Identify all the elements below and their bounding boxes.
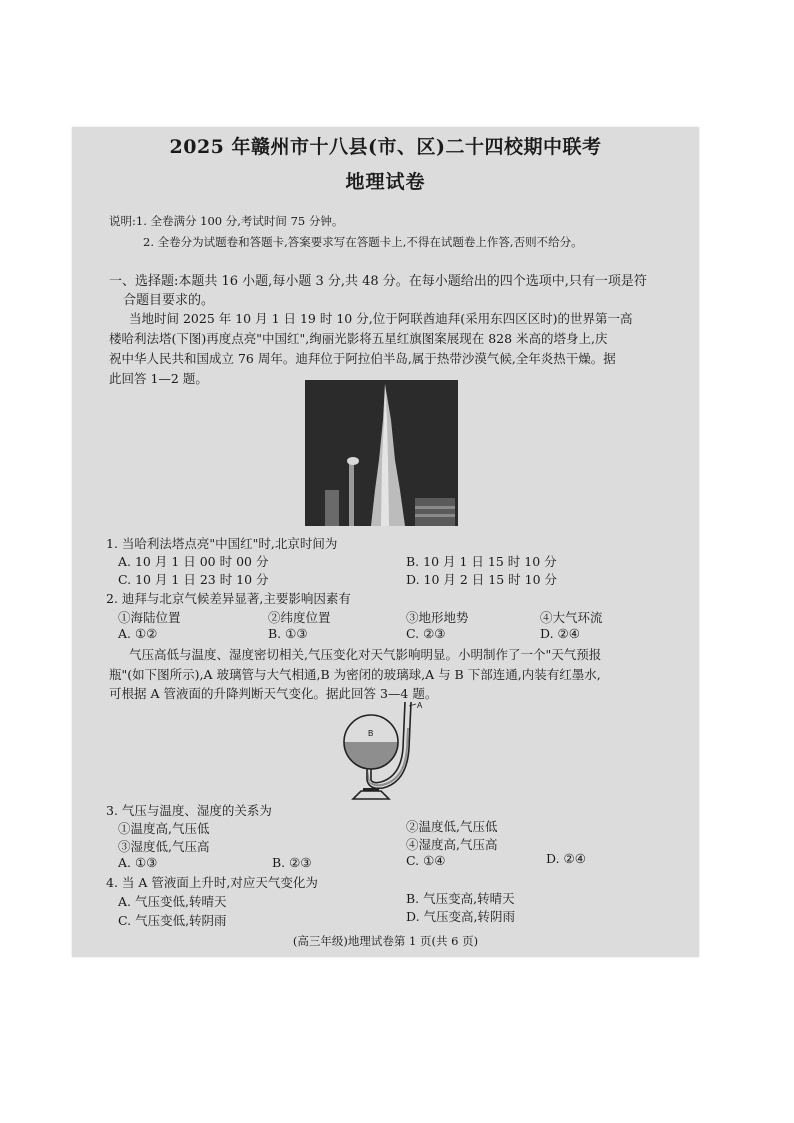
question-3-option-a: A. ①③ <box>118 855 158 870</box>
question-4-stem: 4. 当 A 管液面上升时,对应天气变化为 <box>106 875 318 890</box>
label-a: A <box>417 701 423 710</box>
question-2-option-c: C. ②③ <box>406 626 446 641</box>
label-b: B <box>368 729 374 738</box>
question-2-factor-2: ②纬度位置 <box>268 610 331 625</box>
question-3-option-b: B. ②③ <box>272 855 312 870</box>
question-4-option-b: B. 气压变高,转晴天 <box>406 891 515 906</box>
exam-title: 2025 年赣州市十八县(市、区)二十四校期中联考 <box>169 136 602 158</box>
passage1-line: 当地时间 2025 年 10 月 1 日 19 时 10 分,位于阿联酋迪拜(采用东四区区时)的世界第一高 <box>129 311 633 326</box>
question-1-option-b: B. 10 月 1 日 15 时 10 分 <box>406 554 557 569</box>
passage1-line: 楼哈利法塔(下图)再度点亮"中国红",绚丽光影将五星红旗图案展现在 828 米高的塔身上,庆 <box>109 331 608 346</box>
question-4-option-c: C. 气压变低,转阴雨 <box>118 913 227 928</box>
instruction-1: 说明:1. 全卷满分 100 分,考试时间 75 分钟。 <box>109 214 344 228</box>
question-2-option-b: B. ①③ <box>268 626 308 641</box>
question-1-option-a: A. 10 月 1 日 00 时 00 分 <box>118 554 269 569</box>
section-heading: 一、选择题:本题共 16 小题,每小题 3 分,共 48 分。在每小题给出的四个选项中,只有一项是符 <box>109 274 647 289</box>
passage2-line: 瓶"(如下图所示),A 玻璃管与大气相通,B 为密闭的玻璃球,A 与 B 下部连通,内装有红墨水, <box>109 667 601 682</box>
question-3-statement-4: ④湿度高,气压高 <box>406 837 498 852</box>
weather-bottle-diagram <box>337 698 427 802</box>
question-3-option-c: C. ①④ <box>406 853 446 868</box>
passage1-line: 此回答 1—2 题。 <box>109 371 208 386</box>
question-4-option-a: A. 气压变低,转晴天 <box>118 894 227 909</box>
question-4-option-d: D. 气压变高,转阴雨 <box>406 909 515 924</box>
question-2-factor-3: ③地形地势 <box>406 610 469 625</box>
question-1-option-d: D. 10 月 2 日 15 时 10 分 <box>406 572 558 587</box>
question-2-stem: 2. 迪拜与北京气候差异显著,主要影响因素有 <box>106 591 351 606</box>
question-3-statement-2: ②温度低,气压低 <box>406 819 498 834</box>
question-2-option-d: D. ②④ <box>540 626 580 641</box>
question-1-stem: 1. 当哈利法塔点亮"中国红"时,北京时间为 <box>106 536 338 551</box>
question-2-option-a: A. ①② <box>118 626 158 641</box>
passage2-line: 气压高低与温度、湿度密切相关,气压变化对天气影响明显。小明制作了一个"天气预报 <box>129 647 602 662</box>
instruction-2: 2. 全卷分为试题卷和答题卡,答案要求写在答题卡上,不得在试题卷上作答,否则不给分。 <box>143 235 583 249</box>
section-heading-cont: 合题目要求的。 <box>123 293 215 308</box>
question-2-factor-1: ①海陆位置 <box>118 610 181 625</box>
question-3-statement-1: ①温度高,气压低 <box>118 821 210 836</box>
burj-khalifa-photo <box>305 380 458 526</box>
passage1-line: 祝中华人民共和国成立 76 周年。迪拜位于阿拉伯半岛,属于热带沙漠气候,全年炎热干燥。据 <box>109 351 616 366</box>
question-3-stem: 3. 气压与温度、湿度的关系为 <box>106 803 272 818</box>
question-1-option-c: C. 10 月 1 日 23 时 10 分 <box>118 572 269 587</box>
question-2-factor-4: ④大气环流 <box>540 610 603 625</box>
exam-page <box>72 127 699 957</box>
exam-subject: 地理试卷 <box>345 171 426 193</box>
question-3-statement-3: ③湿度低,气压高 <box>118 839 210 854</box>
question-3-option-d: D. ②④ <box>546 851 586 866</box>
passage2-line: 可根据 A 管液面的升降判断天气变化。据此回答 3—4 题。 <box>109 686 438 701</box>
page-footer: (高三年级)地理试卷第 1 页(共 6 页) <box>292 934 479 948</box>
